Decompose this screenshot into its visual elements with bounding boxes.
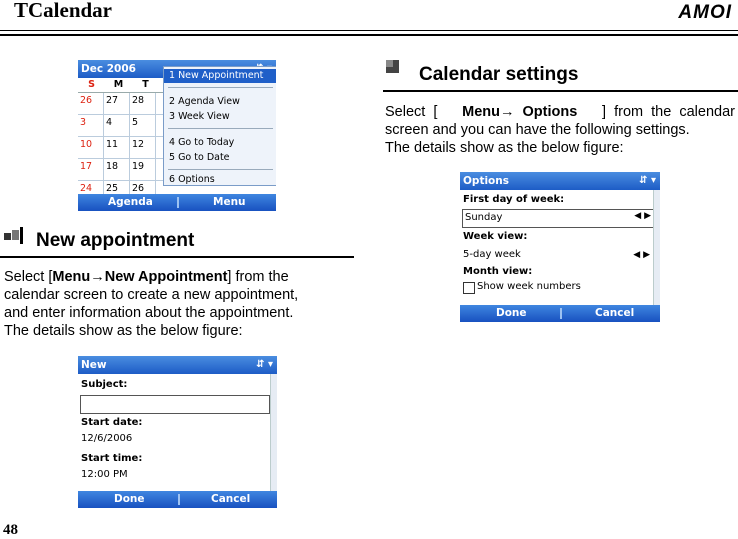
calendar-day[interactable]: 11 xyxy=(104,137,130,158)
para-line: calendar screen to create a new appointment, xyxy=(4,287,299,303)
subject-label: Subject: xyxy=(81,379,128,390)
options-screen-title: Options xyxy=(463,175,509,187)
menu-item-options[interactable]: 6 Options xyxy=(169,174,215,185)
header-rule-thick xyxy=(0,34,738,36)
softkey-separator xyxy=(560,308,562,319)
start-date-label: Start date: xyxy=(81,417,143,428)
para-line: and enter information about the appointment. xyxy=(4,305,294,321)
start-time-label: Start time: xyxy=(81,453,143,464)
calendar-day[interactable]: 19 xyxy=(130,159,156,180)
calendar-month-title: Dec 2006 xyxy=(81,63,136,75)
calendar-day[interactable]: 25 xyxy=(104,181,130,202)
agenda-softkey[interactable]: Agenda xyxy=(108,196,153,208)
scrollbar[interactable] xyxy=(270,374,277,491)
calendar-day[interactable]: 10 xyxy=(78,137,104,158)
calendar-day[interactable]: 4 xyxy=(104,115,130,136)
first-day-select[interactable] xyxy=(462,209,655,228)
menu-path: Menu→New Appointment xyxy=(52,269,228,285)
menu-path: Menu→ Options xyxy=(462,104,578,120)
cancel-softkey[interactable]: Cancel xyxy=(595,307,635,319)
scrollbar[interactable] xyxy=(653,190,660,305)
menu-divider xyxy=(168,169,273,170)
status-icons: ⇵ ▾ xyxy=(256,359,273,370)
calendar-day[interactable]: 28 xyxy=(130,93,156,114)
para-line xyxy=(4,268,354,286)
menu-divider xyxy=(168,87,273,88)
calendar-day[interactable]: 18 xyxy=(104,159,130,180)
menu-item-go-to-today[interactable]: 4 Go to Today xyxy=(169,137,235,148)
softkey-separator xyxy=(177,197,179,208)
para-line: screen and you can have the following settings. xyxy=(385,122,690,138)
menu-divider xyxy=(168,128,273,129)
calendar-day[interactable]: 26 xyxy=(78,93,104,114)
options-softkey-bar xyxy=(460,305,660,322)
show-week-numbers-label: Show week numbers xyxy=(477,281,581,292)
menu-softkey[interactable]: Menu xyxy=(213,196,246,208)
left-right-arrows-icon[interactable]: ◀ ▶ xyxy=(634,211,651,221)
week-view-label: Week view: xyxy=(463,231,528,242)
header-rule-thin xyxy=(0,30,738,31)
menu-item-new-appointment[interactable]: 1 New Appointment xyxy=(164,69,276,83)
options-screenshot xyxy=(460,172,660,322)
month-view-label: Month view: xyxy=(463,266,533,277)
menu-item-week-view[interactable]: 3 Week View xyxy=(169,111,230,122)
done-softkey[interactable]: Done xyxy=(114,493,145,505)
calendar-day[interactable]: 27 xyxy=(104,93,130,114)
start-date-value[interactable]: 12/6/2006 xyxy=(81,433,133,444)
calendar-settings-heading: Calendar settings xyxy=(419,64,579,85)
new-appointment-screenshot xyxy=(78,356,277,508)
text-run: Select [ xyxy=(385,104,438,120)
section-rule xyxy=(0,256,354,258)
text-run: ] from the calendar xyxy=(602,104,735,120)
para-line: The details show as the below figure: xyxy=(4,323,243,339)
options-titlebar xyxy=(460,172,660,190)
menu-item-agenda-view[interactable]: 2 Agenda View xyxy=(169,96,240,107)
para-line: The details show as the below figure: xyxy=(385,140,624,156)
brand-logo: AMOI xyxy=(678,2,732,23)
text-run: Select [ xyxy=(4,269,53,285)
week-view-value[interactable]: 5-day week xyxy=(463,249,521,260)
first-day-label: First day of week: xyxy=(463,194,565,205)
section-bullet-icon xyxy=(386,60,400,74)
new-appointment-heading: New appointment xyxy=(36,230,195,251)
calendar-popup-menu xyxy=(163,66,276,186)
calendar-day[interactable]: 12 xyxy=(130,137,156,158)
calendar-day[interactable]: 17 xyxy=(78,159,104,180)
left-right-arrows-icon[interactable]: ◀ ▶ xyxy=(633,250,650,260)
done-softkey[interactable]: Done xyxy=(496,307,527,319)
calendar-settings-description xyxy=(385,103,735,157)
chapter-title: TCalendar xyxy=(14,0,113,22)
menu-item-go-to-date[interactable]: 5 Go to Date xyxy=(169,152,230,163)
calendar-day[interactable]: 24 xyxy=(78,181,104,202)
calendar-softkey-bar xyxy=(78,194,276,211)
calendar-menu-screenshot xyxy=(78,60,276,211)
para-line xyxy=(385,103,735,121)
cancel-softkey[interactable]: Cancel xyxy=(211,493,251,505)
new-screen-title: New xyxy=(81,359,107,371)
status-icons: ⇵ ▾ xyxy=(639,175,656,186)
text-run: ] from the xyxy=(227,269,289,285)
section-rule xyxy=(383,90,738,92)
weekday-label: T xyxy=(142,79,149,90)
weekday-label: M xyxy=(113,79,124,90)
calendar-day[interactable]: 26 xyxy=(130,181,156,202)
new-titlebar xyxy=(78,356,277,374)
calendar-day[interactable]: 5 xyxy=(130,115,156,136)
new-softkey-bar xyxy=(78,491,277,508)
weekday-label: S xyxy=(88,79,95,90)
softkey-separator xyxy=(178,494,180,505)
page-number: 48 xyxy=(3,522,18,538)
first-day-value: Sunday xyxy=(465,212,503,223)
new-appointment-description xyxy=(4,268,354,340)
subject-input[interactable] xyxy=(80,395,270,414)
show-week-numbers-checkbox[interactable] xyxy=(463,282,475,294)
start-time-value[interactable]: 12:00 PM xyxy=(81,469,128,480)
calendar-day[interactable]: 3 xyxy=(78,115,104,136)
section-bullet-icon xyxy=(4,227,26,245)
